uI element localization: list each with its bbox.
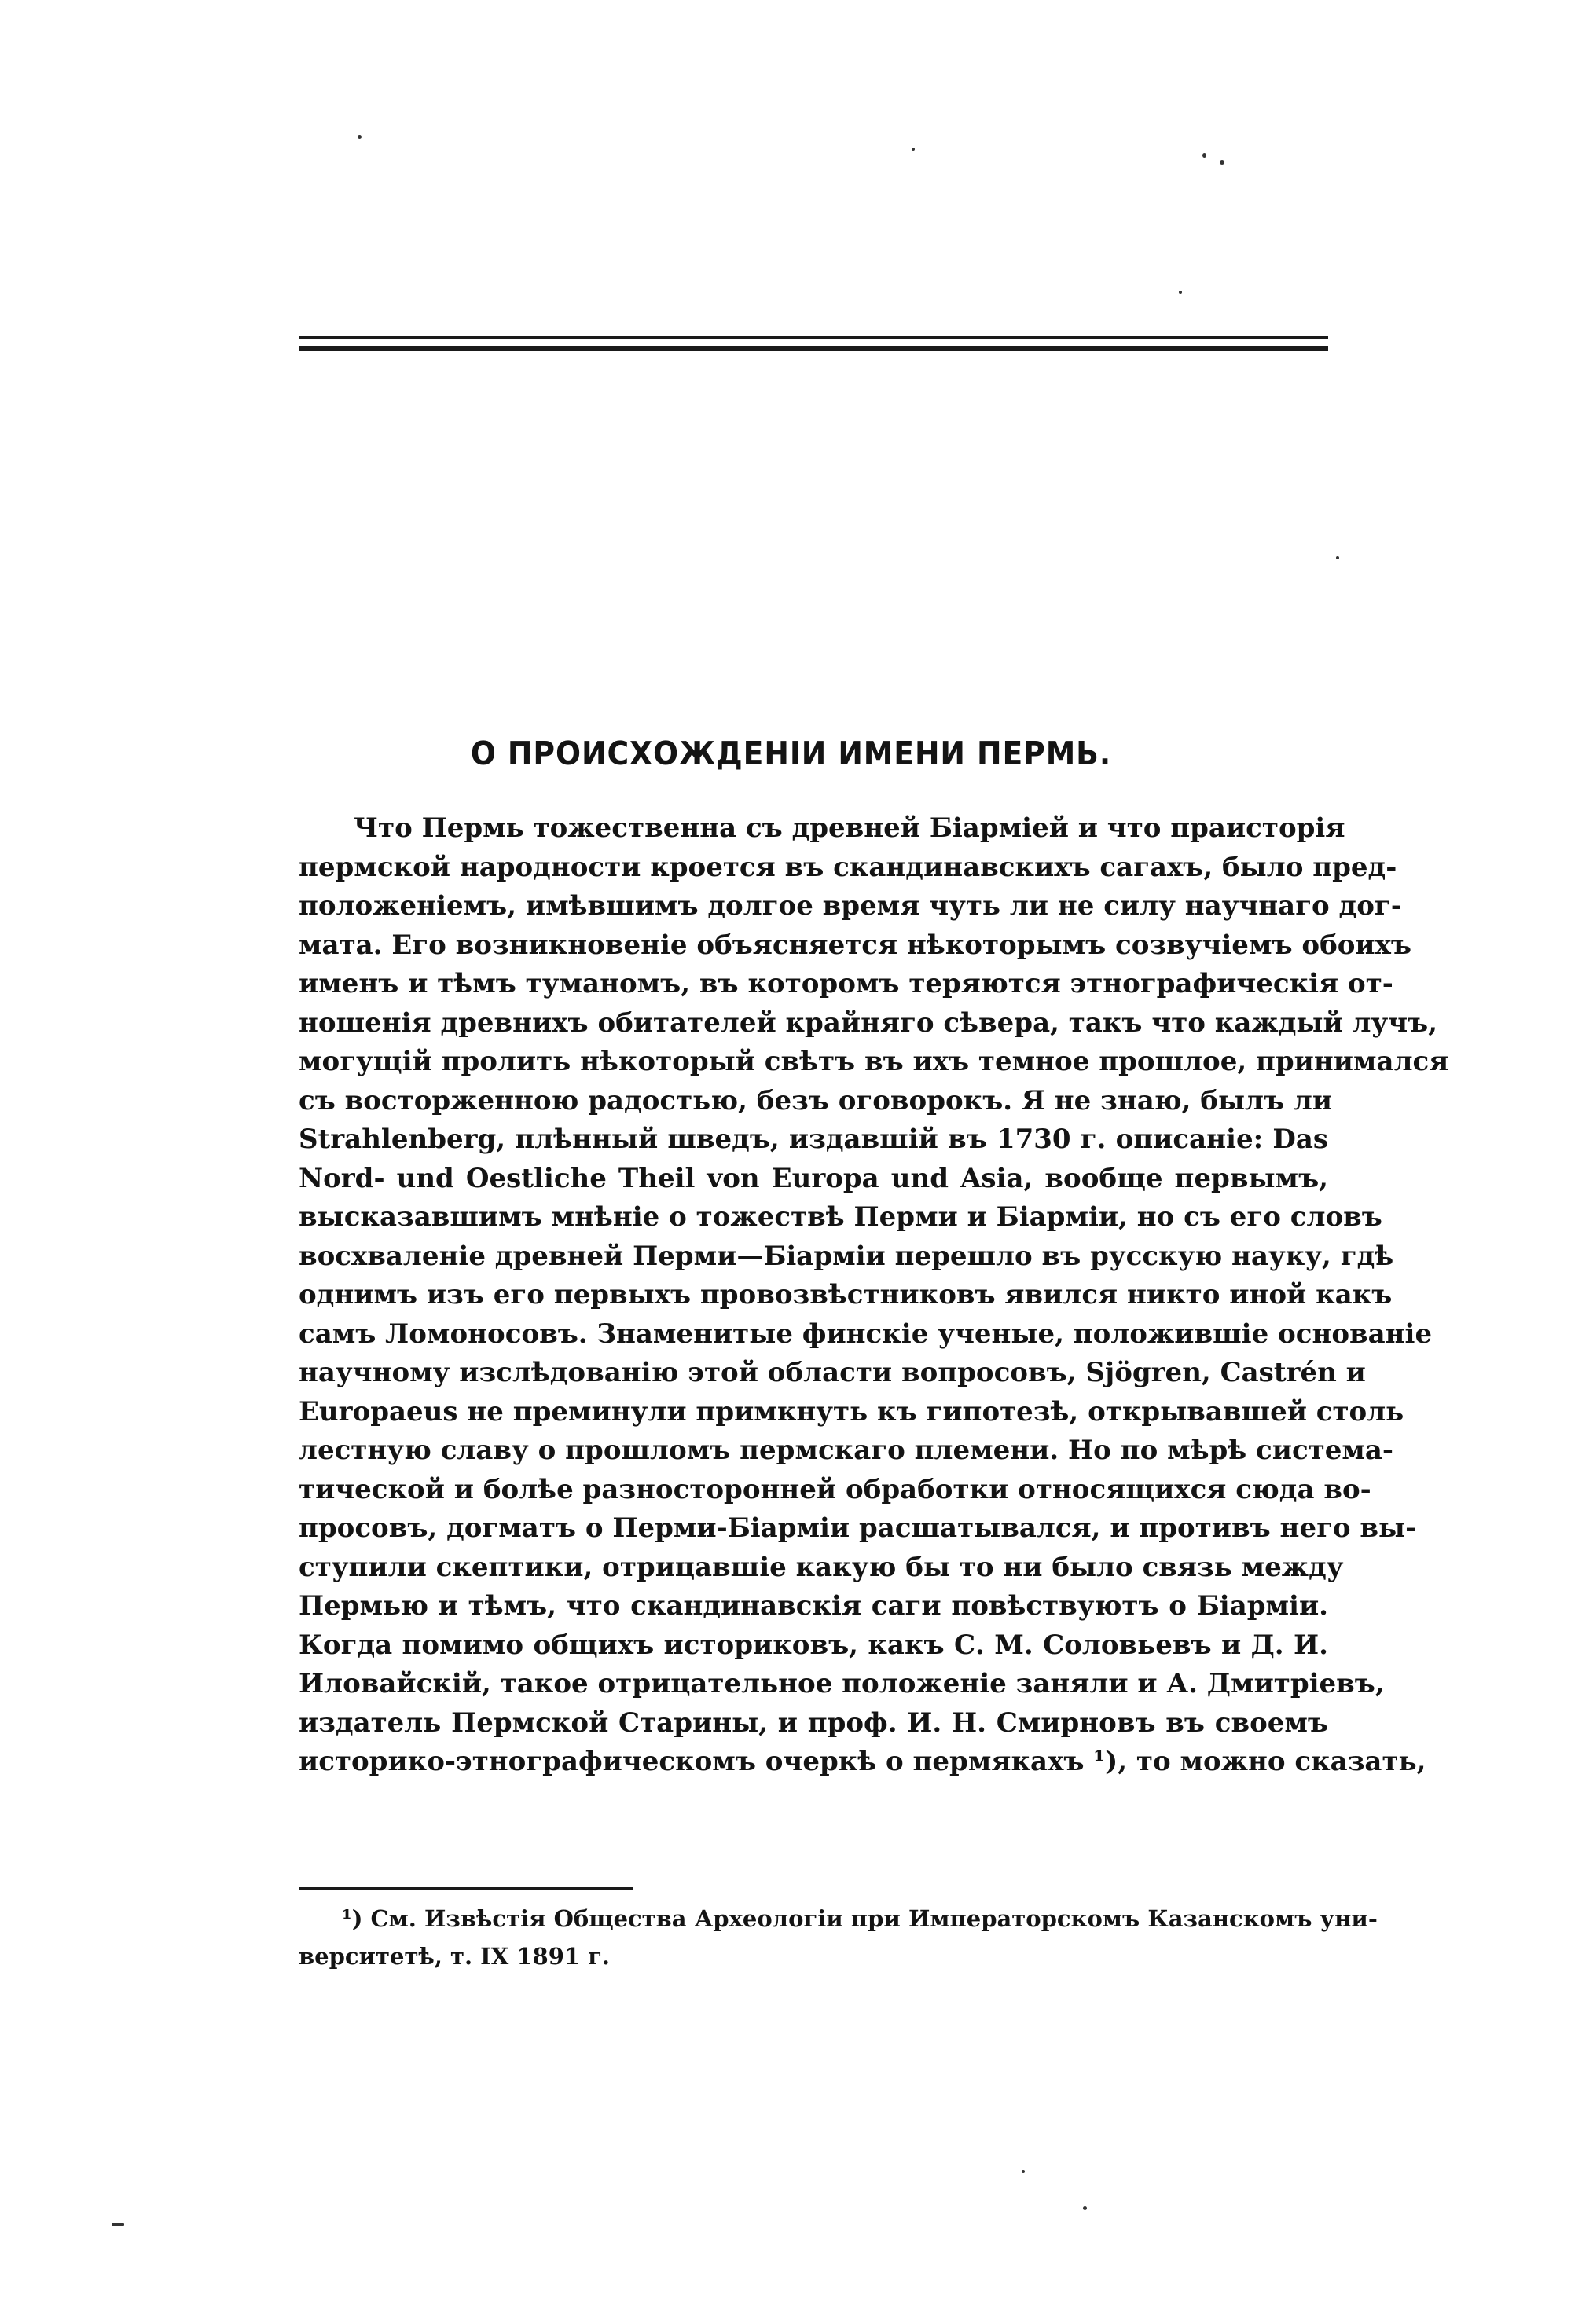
text-line: Что Пермь тожественна съ древней Біарміей и что праисторія	[354, 812, 1345, 844]
scan-speck	[1220, 160, 1224, 165]
text-line: тической и болѣе разносторонней обработки относящихся сюда во-	[299, 1473, 1371, 1505]
scan-speck	[112, 2223, 124, 2226]
footnote-line: верситетѣ, т. IX 1891 г.	[299, 1943, 611, 1970]
scan-speck	[358, 135, 362, 139]
text-line: съ восторженною радостью, безъ оговорокъ. Я не знаю, былъ ли	[299, 1084, 1333, 1116]
scan-speck	[1083, 2206, 1087, 2210]
text-line: Пермью и тѣмъ, что скандинавскія саги повѣствуютъ о Біарміи.	[299, 1590, 1328, 1622]
text-line: высказавшимъ мнѣніе о тожествѣ Перми и Біарміи, но съ его словъ	[299, 1201, 1382, 1233]
text-line: самъ Ломоносовъ. Знаменитые финскіе ученые, положившіе основаніе	[299, 1318, 1433, 1350]
page-title: О ПРОИСХОЖДЕНІИ ИМЕНИ ПЕРМЬ.	[470, 735, 1112, 772]
scan-speck	[912, 148, 915, 151]
text-line: именъ и тѣмъ туманомъ, въ которомъ теряются этнографическія от-	[299, 968, 1393, 999]
footnote	[299, 1900, 1378, 1975]
text-line: Когда помимо общихъ историковъ, какъ С. М. Соловьевъ и Д. И.	[299, 1629, 1328, 1661]
text-line: могущій пролить нѣкоторый свѣтъ въ ихъ темное прошлое, принимался	[299, 1046, 1449, 1077]
top-rule-thin	[299, 336, 1328, 339]
scan-speck	[1022, 2170, 1025, 2173]
text-line: Иловайскій, такое отрицательное положеніе заняли и А. Дмитріевъ,	[299, 1668, 1385, 1699]
scan-speck	[1336, 556, 1339, 559]
text-line: научному изслѣдованію этой области вопросовъ, Sjögren, Castrén и	[299, 1357, 1366, 1388]
text-line: пермской народности кроется въ скандинавскихъ сагахъ, было пред-	[299, 851, 1397, 883]
text-line: ступили скептики, отрицавшіе какую бы то ни было связь между	[299, 1551, 1344, 1583]
text-line: положеніемъ, имѣвшимъ долгое время чуть ли не силу научнаго дог-	[299, 890, 1402, 922]
text-line: Nord- und Oestliche Theil von Europa und Asia, вообще первымъ,	[299, 1162, 1328, 1194]
text-line: просовъ, догматъ о Перми-Біарміи расшатывался, и противъ него вы-	[299, 1512, 1417, 1544]
top-rule-thick	[299, 346, 1328, 351]
footnote-rule	[299, 1887, 633, 1890]
body-text	[299, 809, 1449, 1782]
footnote-line: ¹) См. Извѣстія Общества Археологіи при Императорскомъ Казанскомъ уни-	[342, 1905, 1378, 1932]
text-line: историко-этнографическомъ очеркѣ о пермякахъ ¹), то можно сказать,	[299, 1746, 1426, 1777]
text-line: восхваленіе древней Перми—Біарміи перешло въ русскую науку, гдѣ	[299, 1240, 1394, 1272]
text-line: ношенія древнихъ обитателей крайняго сѣвера, такъ что каждый лучъ,	[299, 1006, 1438, 1039]
text-line: мата. Его возникновеніе объясняется нѣкоторымъ созвучіемъ обоихъ	[299, 929, 1411, 961]
text-line: Strahlenberg, плѣнный шведъ, издавшій въ 1730 г. описаніе: Das	[299, 1124, 1328, 1155]
scan-speck	[1202, 153, 1206, 158]
scan-speck	[1179, 291, 1182, 294]
text-line: однимъ изъ его первыхъ провозвѣстниковъ явился никто иной какъ	[299, 1279, 1393, 1310]
text-line: издатель Пермской Старины, и проф. И. Н. Смирновъ въ своемъ	[299, 1706, 1328, 1739]
text-line: лестную славу о прошломъ пермскаго племени. Но по мѣрѣ система-	[299, 1435, 1394, 1466]
text-line: Europaeus не преминули примкнуть къ гипотезѣ, открывавшей столь	[299, 1395, 1404, 1428]
